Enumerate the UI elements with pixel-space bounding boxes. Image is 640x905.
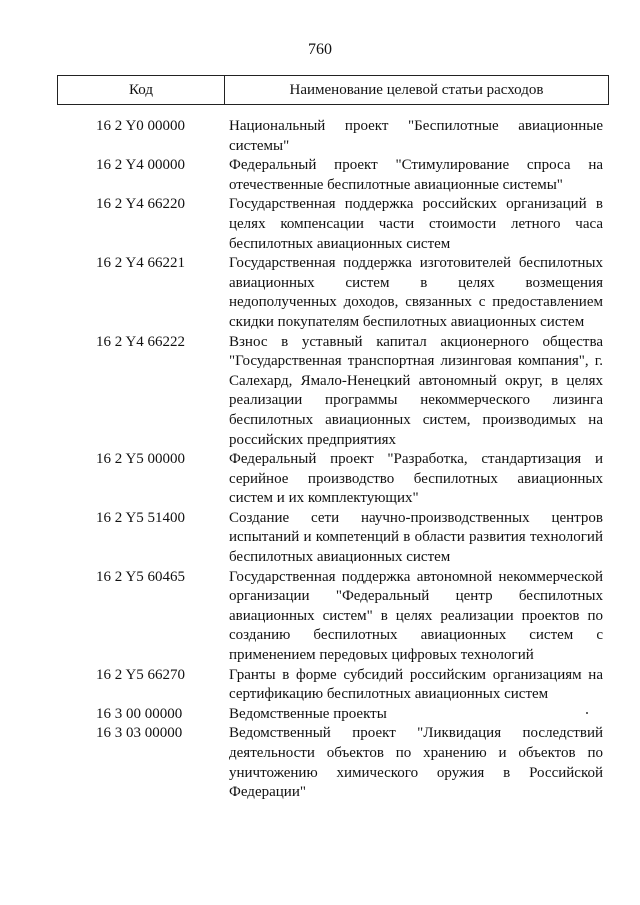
row-code: 16 2 Y0 00000 — [96, 118, 186, 134]
row-code: 16 2 Y4 00000 — [96, 157, 186, 174]
column-header-code: Код — [58, 76, 225, 104]
row-name: Федеральный проект "Стимулирование спроса на отечественные беспилотные авиационные системы" — [229, 157, 603, 193]
table-header — [57, 75, 609, 105]
table-row — [0, 333, 640, 451]
table-row — [0, 666, 640, 705]
table-row — [0, 724, 640, 802]
row-code: 16 2 Y4 66222 — [96, 333, 186, 350]
row-name: Ведомственный проект "Ликвидация последствий деятельности объектов по хранению и объектов по уничтожению химического оружия в Российской Федерации" — [229, 725, 603, 801]
row-name: Государственная поддержка российских организаций в целях компенсации части стоимости летного часа беспилотных авиационных систем — [229, 196, 603, 252]
row-code: 16 3 03 00000 — [96, 725, 183, 742]
scan-speck — [586, 712, 588, 714]
row-name: Национальный проект "Беспилотные авиационные системы" — [229, 118, 603, 154]
row-name: Государственная поддержка автономной некоммерческой организации "Федеральный центр беспилотных авиационных систем" в целях реализации проектов по созданию беспилотных авиационных систем с применением передовых цифровых технологий — [229, 568, 603, 664]
table-row — [0, 450, 640, 509]
row-name: Федеральный проект "Разработка, стандартизация и серийное производство беспилотных авиационных систем и их комплектующих" — [229, 451, 603, 507]
page-number: 760 — [308, 41, 332, 58]
table-row — [0, 509, 640, 568]
row-name: Гранты в форме субсидий российским организациям на сертификацию беспилотных авиационных систем — [229, 666, 603, 703]
table-body — [0, 117, 640, 803]
column-header-name: Наименование целевой статьи расходов — [289, 81, 544, 98]
row-name: Государственная поддержка изготовителей беспилотных авиационных систем в целях возмещения недополученных доходов, связанных с предоставлением скидки покупателям беспилотных авиационных систем — [229, 255, 603, 330]
row-code: 16 2 Y5 51400 — [96, 509, 186, 526]
row-name: Создание сети научно-производственных центров испытаний и компетенций в области развития технологий беспилотных авиационных систем — [229, 509, 603, 566]
row-code: 16 2 Y4 66221 — [96, 255, 186, 272]
row-code: 16 2 Y5 66270 — [96, 666, 186, 683]
table-row — [0, 156, 640, 195]
table-row — [0, 254, 640, 332]
row-code: 16 2 Y5 00000 — [96, 451, 186, 468]
row-code: 16 3 00 00000 — [96, 705, 183, 722]
table-row — [0, 568, 640, 666]
row-code: 16 2 Y5 60465 — [96, 568, 186, 585]
row-name: Взнос в уставный капитал акционерного общества "Государственная транспортная лизинговая компания", г. Салехард, Ямало-Ненецкий автономный округ, в целях реализации программы некоммерческого лизинга беспилотных авиационных систем, производимых на российских предприятиях — [229, 333, 603, 448]
row-name: Ведомственные проекты — [229, 705, 387, 722]
table-row — [0, 117, 640, 156]
table-row — [0, 705, 640, 725]
row-code: 16 2 Y4 66220 — [96, 196, 186, 213]
table-row — [0, 195, 640, 254]
